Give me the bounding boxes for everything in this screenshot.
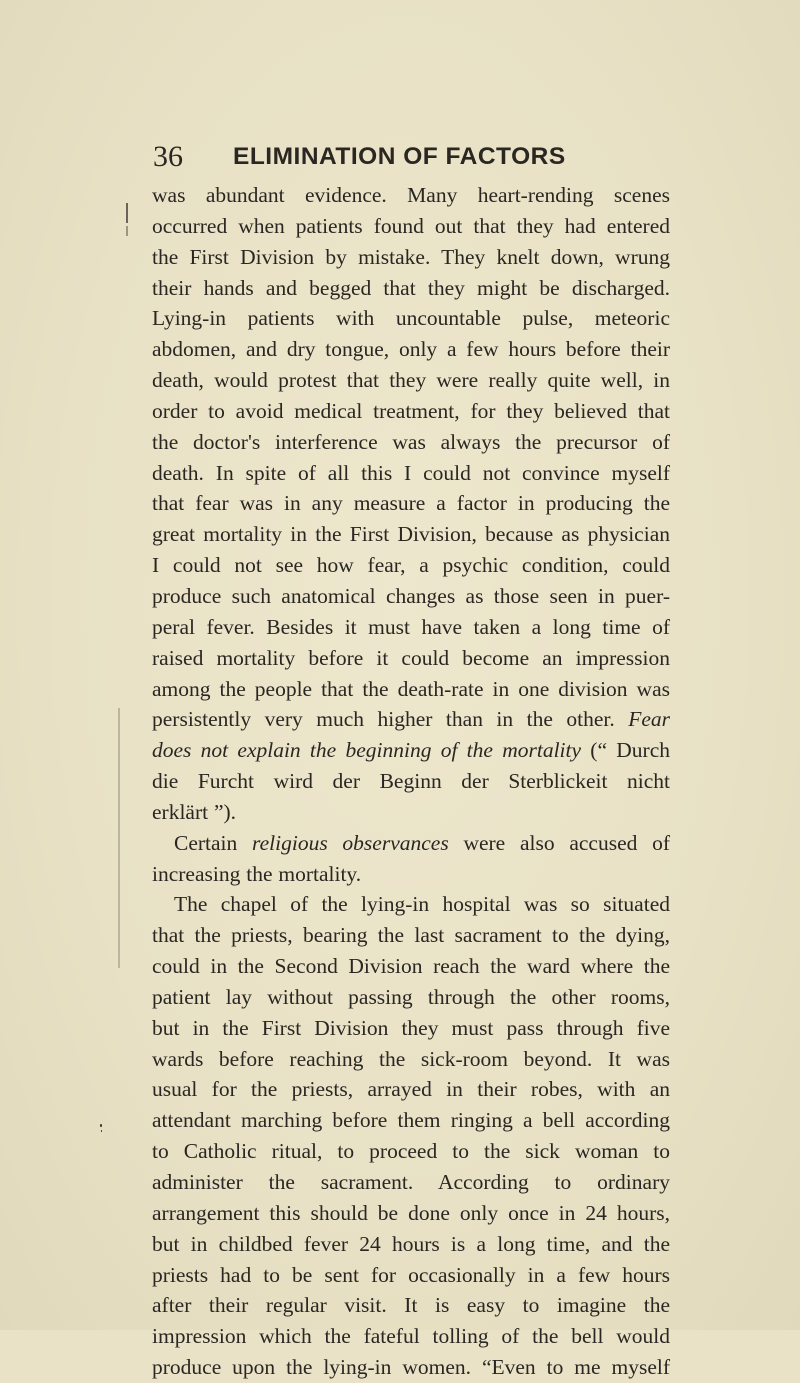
text-line: [152, 1198, 670, 1229]
text-span: that the priests, bearing the last sacrament to the dying,: [152, 923, 670, 948]
text-span: order to avoid medical treatment, for they believed that: [152, 398, 670, 423]
text-span: was abundant evidence. Many heart-rending scenes: [152, 183, 670, 207]
text-span: increasing the mortality.: [152, 861, 362, 886]
text-span: (“ Durch: [581, 738, 670, 763]
text-line: [152, 859, 670, 890]
text-span: abdomen, and dry tongue, only a few hours before their: [152, 337, 670, 362]
text-span: priests had to be sent for occasionally in a few hours: [152, 1262, 670, 1287]
text-line: [152, 550, 670, 581]
text-span: that fear was in any measure a factor in producing the: [152, 491, 670, 516]
text-span: Lying-in patients with uncountable pulse, meteoric: [152, 306, 670, 331]
text-span: I could not see how fear, a psychic condition, could: [152, 553, 670, 578]
text-line: [152, 396, 670, 427]
text-line: [152, 458, 670, 489]
text-line: [152, 1229, 670, 1260]
text-span: administer the sacrament. According to ordinary: [152, 1170, 670, 1194]
margin-mark-top-2: [126, 226, 128, 236]
text-span: Certain: [174, 830, 253, 855]
text-span: among the people that the death-rate in one division was: [152, 676, 670, 701]
text-line: [152, 643, 670, 674]
text-line: [152, 1260, 670, 1291]
text-line: [152, 920, 670, 951]
text-line: [152, 766, 670, 797]
text-span: usual for the priests, arrayed in their robes, with an: [152, 1077, 670, 1102]
text-span: attendant marching before them ringing a bell according: [152, 1108, 670, 1133]
text-line: [152, 211, 670, 242]
text-span: produce upon the lying-in women. “Even to me myself: [152, 1355, 670, 1380]
text-line: [152, 1044, 670, 1075]
text-span: were also accused of: [448, 830, 671, 855]
text-line: [152, 1074, 670, 1105]
text-span: the doctor's interference was always the precursor of: [152, 429, 670, 454]
text-span: produce such anatomical changes as those seen in puer-: [152, 583, 670, 608]
text-line: [152, 1013, 670, 1044]
text-line: [152, 1352, 670, 1383]
text-line: [152, 704, 670, 735]
margin-mark-lower: [118, 708, 120, 968]
text-line: [152, 951, 670, 982]
text-line: [152, 242, 670, 273]
text-span: erklärt ”).: [152, 799, 237, 824]
text-span: The chapel of the lying-in hospital was so situated: [174, 892, 670, 917]
running-title: ELIMINATION OF FACTORS: [233, 143, 566, 170]
italic-text: Fear: [628, 707, 670, 732]
text-line: [152, 1290, 670, 1321]
text-line: [152, 180, 670, 211]
text-span: but in childbed fever 24 hours is a long time, and the: [152, 1231, 670, 1256]
body-text: [152, 180, 670, 1383]
text-line: [152, 1105, 670, 1136]
text-span: wards before reaching the sick-room beyond. It was: [152, 1046, 670, 1071]
text-span: after their regular visit. It is easy to imagine the: [152, 1293, 670, 1318]
text-line: [152, 828, 670, 859]
text-span: die Furcht wird der Beginn der Sterblickeit nicht: [152, 769, 670, 794]
text-line: [152, 1167, 670, 1198]
text-line: [152, 334, 670, 365]
text-line: [152, 889, 670, 920]
text-line: [152, 303, 670, 334]
text-line: [152, 273, 670, 304]
margin-speck-2: [101, 1130, 102, 1132]
text-line: [152, 1321, 670, 1352]
text-line: [152, 612, 670, 643]
text-span: death. In spite of all this I could not convince myself: [152, 460, 670, 485]
text-line: [152, 365, 670, 396]
text-span: their hands and begged that they might be discharged.: [152, 275, 670, 300]
text-span: peral fever. Besides it must have taken a long time of: [152, 614, 670, 639]
margin-speck: [100, 1124, 102, 1127]
text-line: [152, 488, 670, 519]
text-line: [152, 735, 670, 766]
text-line: [152, 797, 670, 828]
italic-text: does not explain the beginning of the mortality: [152, 738, 582, 763]
text-span: great mortality in the First Division, because as physician: [152, 522, 670, 547]
text-span: impression which the fateful tolling of the bell would: [152, 1324, 670, 1349]
text-line: [152, 581, 670, 612]
text-line: [152, 519, 670, 550]
italic-text: religious observances: [252, 830, 449, 855]
text-span: persistently very much higher than in the other.: [152, 707, 629, 732]
text-span: arrangement this should be done only once in 24 hours,: [152, 1200, 670, 1225]
text-span: could in the Second Division reach the ward where the: [152, 954, 670, 979]
margin-mark-top: [126, 203, 128, 223]
text-line: [152, 674, 670, 705]
text-span: the First Division by mistake. They knelt down, wrung: [152, 244, 670, 269]
text-line: [152, 1136, 670, 1167]
text-span: to Catholic ritual, to proceed to the sick woman to: [152, 1139, 670, 1164]
text-line: [152, 427, 670, 458]
page-header: [153, 137, 573, 177]
text-span: occurred when patients found out that they had entered: [152, 213, 670, 238]
page-number: 36: [153, 140, 183, 173]
text-span: patient lay without passing through the other rooms,: [152, 984, 670, 1009]
text-span: raised mortality before it could become an impression: [152, 645, 670, 670]
text-span: death, would protest that they were really quite well, in: [152, 368, 670, 393]
text-span: but in the First Division they must pass through five: [152, 1015, 670, 1040]
text-line: [152, 982, 670, 1013]
